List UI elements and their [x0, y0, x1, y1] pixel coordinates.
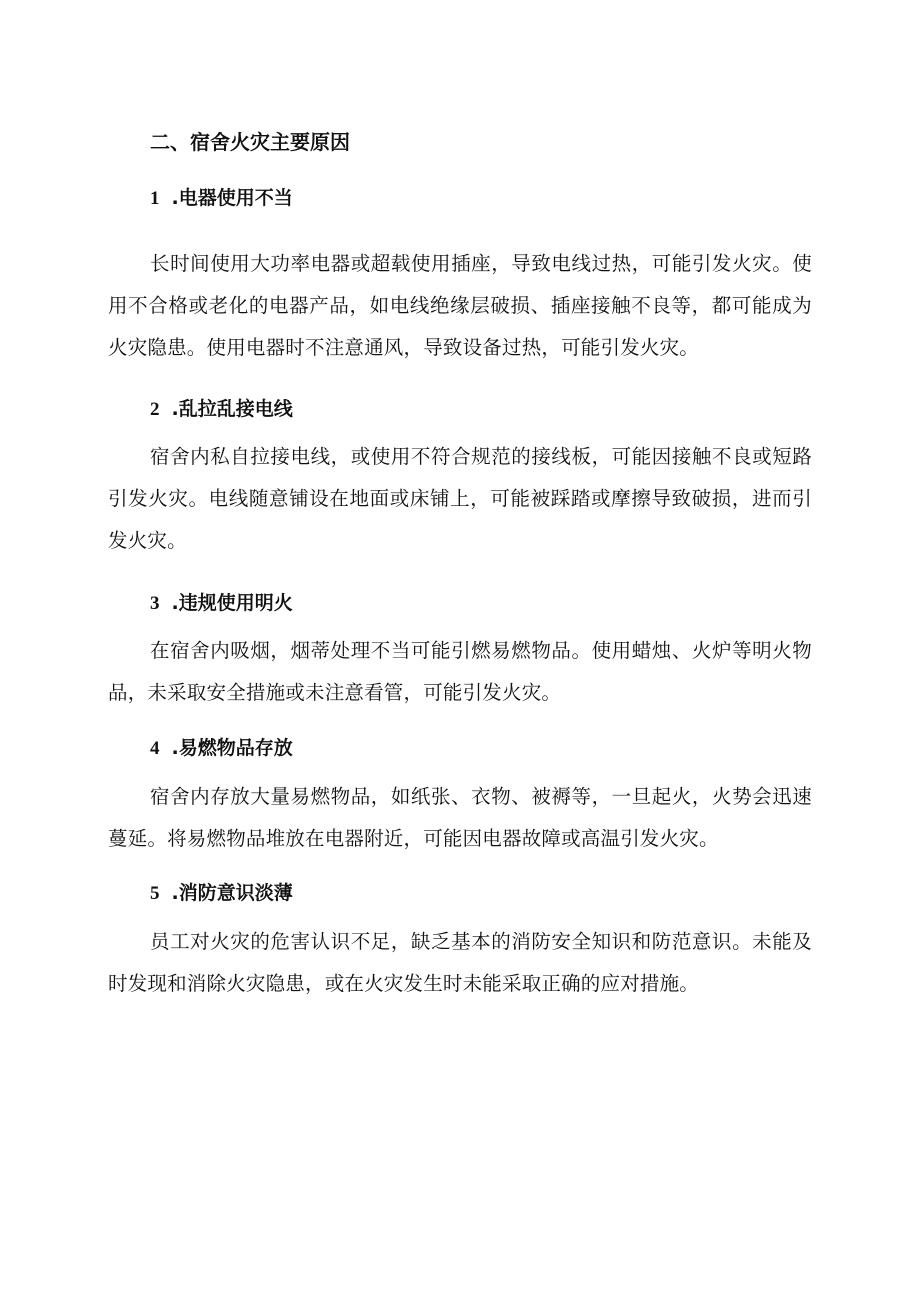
item-heading-text: .易燃物品存放: [171, 737, 293, 759]
item-body-3: 在宿舍内吸烟，烟蒂处理不当可能引燃易燃物品。使用蜡烛、火炉等明火物品，未采取安全措施或未注意看管，可能引发火灾。: [108, 639, 812, 704]
item-heading-2: [150, 395, 293, 424]
item-heading-3: [150, 589, 293, 618]
item-number: 4: [150, 738, 160, 759]
item-heading-text: .电器使用不当: [171, 187, 293, 209]
item-body-5: 员工对火灾的危害认识不足，缺乏基本的消防安全知识和防范意识。未能及时发现和消除火灾隐患，或在火灾发生时未能采取正确的应对措施。: [108, 930, 812, 995]
item-heading-text: .违规使用明火: [171, 592, 293, 614]
item-number: 5: [150, 883, 160, 904]
item-body-4: 宿舍内存放大量易燃物品，如纸张、衣物、被褥等，一旦起火，火势会迅速蔓延。将易燃物品堆放在电器附近，可能因电器故障或高温引发火灾。: [108, 785, 812, 850]
item-heading-1: [150, 184, 293, 213]
item-heading-text: .乱拉乱接电线: [171, 398, 293, 420]
section-title: 二、宿舍火灾主要原因: [150, 130, 350, 154]
item-body-1: 长时间使用大功率电器或超载使用插座，导致电线过热，可能引发火灾。使用不合格或老化的电器产品，如电线绝缘层破损、插座接触不良等，都可能成为火灾隐患。使用电器时不注意通风，导致设备过热，可能引发火灾。: [108, 252, 812, 359]
item-number: 1: [150, 188, 160, 209]
item-number: 2: [150, 399, 160, 420]
item-body-2: 宿舍内私自拉接电线，或使用不符合规范的接线板，可能因接触不良或短路引发火灾。电线随意铺设在地面或床铺上，可能被踩踏或摩擦导致破损，进而引发火灾。: [108, 445, 812, 552]
item-heading-4: [150, 734, 293, 763]
item-heading-5: [150, 879, 293, 908]
item-number: 3: [150, 593, 160, 614]
item-heading-text: .消防意识淡薄: [171, 882, 293, 904]
